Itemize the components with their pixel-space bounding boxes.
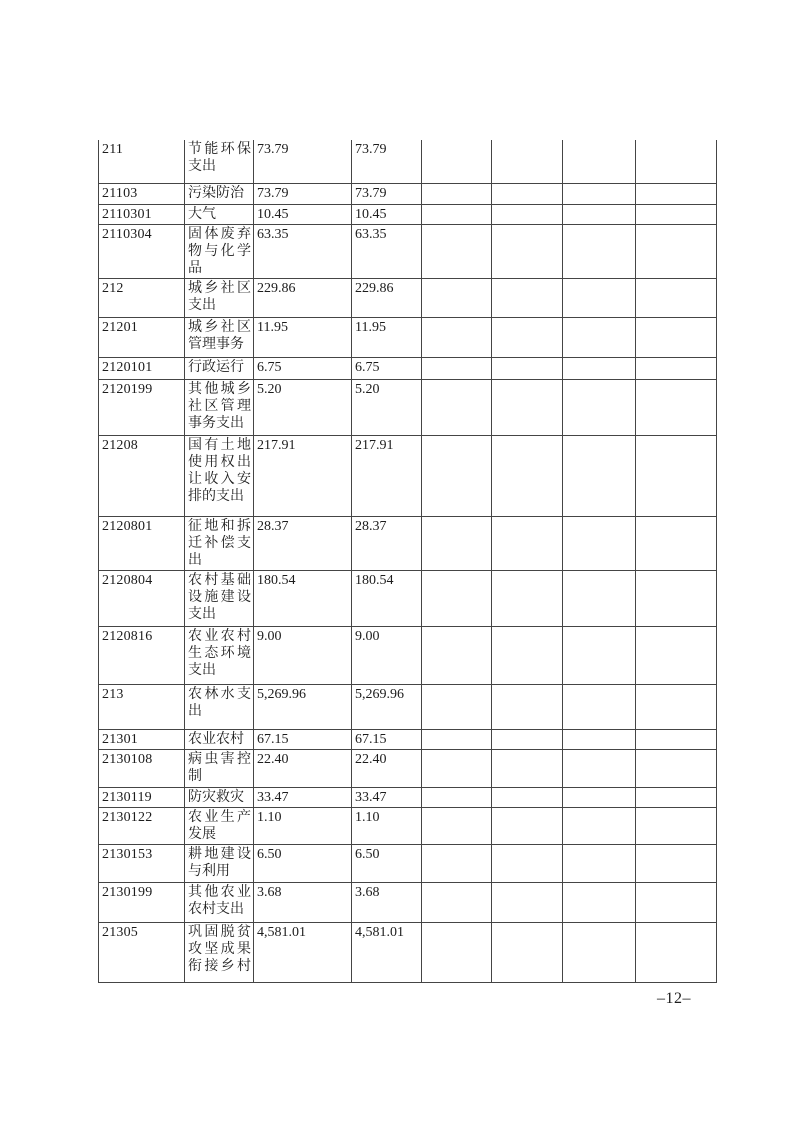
empty-cell — [492, 183, 563, 204]
amount1-cell: 1.10 — [254, 807, 352, 844]
amount1-cell: 5.20 — [254, 379, 352, 435]
empty-cell — [636, 357, 717, 379]
amount1-cell: 5,269.96 — [254, 684, 352, 729]
empty-cell — [422, 204, 492, 224]
empty-cell — [636, 435, 717, 516]
empty-cell — [563, 140, 636, 183]
empty-cell — [636, 749, 717, 787]
empty-cell — [492, 882, 563, 922]
empty-cell — [422, 749, 492, 787]
empty-cell — [563, 844, 636, 882]
budget-table-body — [99, 140, 717, 982]
empty-cell — [492, 317, 563, 357]
empty-cell — [422, 684, 492, 729]
name-cell: 国有土地使用权出让收入安排的支出 — [185, 435, 254, 516]
amount2-cell: 63.35 — [352, 224, 422, 278]
empty-cell — [636, 224, 717, 278]
name-cell: 其他城乡社区管理事务支出 — [185, 379, 254, 435]
name-cell: 农业农村生态环境支出 — [185, 626, 254, 684]
empty-cell — [636, 140, 717, 183]
empty-cell — [563, 729, 636, 749]
empty-cell — [422, 379, 492, 435]
amount2-cell: 3.68 — [352, 882, 422, 922]
table-row — [99, 626, 717, 684]
empty-cell — [563, 882, 636, 922]
page-number: –12– — [657, 990, 691, 1007]
empty-cell — [636, 278, 717, 317]
empty-cell — [422, 729, 492, 749]
empty-cell — [422, 626, 492, 684]
amount2-cell: 1.10 — [352, 807, 422, 844]
empty-cell — [422, 516, 492, 570]
name-cell: 污染防治 — [185, 183, 254, 204]
amount1-cell: 73.79 — [254, 183, 352, 204]
code-cell: 211 — [99, 140, 185, 183]
empty-cell — [563, 224, 636, 278]
amount1-cell: 6.75 — [254, 357, 352, 379]
name-cell: 大气 — [185, 204, 254, 224]
empty-cell — [492, 224, 563, 278]
empty-cell — [492, 844, 563, 882]
amount2-cell: 73.79 — [352, 140, 422, 183]
name-cell: 农村基础设施建设支出 — [185, 570, 254, 626]
name-cell: 节能环保支出 — [185, 140, 254, 183]
budget-table — [98, 140, 717, 983]
empty-cell — [492, 749, 563, 787]
amount2-cell: 67.15 — [352, 729, 422, 749]
name-cell: 病虫害控制 — [185, 749, 254, 787]
empty-cell — [422, 317, 492, 357]
code-cell: 2120199 — [99, 379, 185, 435]
table-row — [99, 379, 717, 435]
name-cell: 农林水支出 — [185, 684, 254, 729]
amount1-cell: 73.79 — [254, 140, 352, 183]
name-cell: 其他农业农村支出 — [185, 882, 254, 922]
empty-cell — [422, 224, 492, 278]
code-cell: 21208 — [99, 435, 185, 516]
code-cell: 2110301 — [99, 204, 185, 224]
empty-cell — [636, 317, 717, 357]
amount2-cell: 6.50 — [352, 844, 422, 882]
table-row — [99, 140, 717, 183]
code-cell: 2130199 — [99, 882, 185, 922]
empty-cell — [636, 922, 717, 982]
amount2-cell: 6.75 — [352, 357, 422, 379]
table-row — [99, 278, 717, 317]
amount2-cell: 229.86 — [352, 278, 422, 317]
code-cell: 21305 — [99, 922, 185, 982]
empty-cell — [563, 516, 636, 570]
empty-cell — [636, 516, 717, 570]
table-row — [99, 183, 717, 204]
empty-cell — [563, 357, 636, 379]
code-cell: 21103 — [99, 183, 185, 204]
name-cell: 行政运行 — [185, 357, 254, 379]
name-cell: 城乡社区管理事务 — [185, 317, 254, 357]
empty-cell — [422, 357, 492, 379]
empty-cell — [492, 807, 563, 844]
table-row — [99, 922, 717, 982]
amount1-cell: 6.50 — [254, 844, 352, 882]
empty-cell — [422, 882, 492, 922]
empty-cell — [492, 204, 563, 224]
amount1-cell: 63.35 — [254, 224, 352, 278]
code-cell: 21201 — [99, 317, 185, 357]
empty-cell — [422, 570, 492, 626]
amount1-cell: 229.86 — [254, 278, 352, 317]
empty-cell — [492, 684, 563, 729]
table-row — [99, 357, 717, 379]
name-cell: 征地和拆迁补偿支出 — [185, 516, 254, 570]
code-cell: 2120801 — [99, 516, 185, 570]
empty-cell — [636, 844, 717, 882]
table-row — [99, 224, 717, 278]
empty-cell — [422, 183, 492, 204]
amount2-cell: 5.20 — [352, 379, 422, 435]
name-cell: 城乡社区支出 — [185, 278, 254, 317]
name-cell: 农业生产发展 — [185, 807, 254, 844]
empty-cell — [563, 787, 636, 807]
empty-cell — [636, 183, 717, 204]
empty-cell — [422, 140, 492, 183]
code-cell: 2120816 — [99, 626, 185, 684]
empty-cell — [563, 570, 636, 626]
empty-cell — [422, 787, 492, 807]
amount2-cell: 33.47 — [352, 787, 422, 807]
code-cell: 212 — [99, 278, 185, 317]
empty-cell — [563, 317, 636, 357]
amount1-cell: 33.47 — [254, 787, 352, 807]
table-row — [99, 729, 717, 749]
code-cell: 213 — [99, 684, 185, 729]
empty-cell — [563, 435, 636, 516]
empty-cell — [422, 278, 492, 317]
empty-cell — [492, 729, 563, 749]
empty-cell — [492, 357, 563, 379]
code-cell: 2130122 — [99, 807, 185, 844]
code-cell: 2130108 — [99, 749, 185, 787]
empty-cell — [492, 516, 563, 570]
empty-cell — [563, 183, 636, 204]
empty-cell — [492, 140, 563, 183]
table-row — [99, 317, 717, 357]
name-cell: 防灾救灾 — [185, 787, 254, 807]
empty-cell — [422, 922, 492, 982]
empty-cell — [563, 749, 636, 787]
empty-cell — [492, 626, 563, 684]
empty-cell — [422, 807, 492, 844]
name-cell: 巩固脱贫攻坚成果衔接乡村 — [185, 922, 254, 982]
name-cell: 农业农村 — [185, 729, 254, 749]
code-cell: 2120804 — [99, 570, 185, 626]
table-row — [99, 807, 717, 844]
table-row — [99, 787, 717, 807]
table-row — [99, 882, 717, 922]
table-row — [99, 435, 717, 516]
empty-cell — [422, 435, 492, 516]
empty-cell — [636, 787, 717, 807]
empty-cell — [636, 807, 717, 844]
code-cell: 2110304 — [99, 224, 185, 278]
empty-cell — [636, 684, 717, 729]
amount1-cell: 9.00 — [254, 626, 352, 684]
amount2-cell: 5,269.96 — [352, 684, 422, 729]
empty-cell — [492, 278, 563, 317]
amount1-cell: 22.40 — [254, 749, 352, 787]
empty-cell — [636, 204, 717, 224]
table-row — [99, 844, 717, 882]
table-row — [99, 570, 717, 626]
empty-cell — [563, 922, 636, 982]
empty-cell — [563, 204, 636, 224]
amount1-cell: 28.37 — [254, 516, 352, 570]
amount1-cell: 4,581.01 — [254, 922, 352, 982]
table-row — [99, 684, 717, 729]
empty-cell — [636, 882, 717, 922]
empty-cell — [492, 787, 563, 807]
code-cell: 21301 — [99, 729, 185, 749]
empty-cell — [563, 379, 636, 435]
table-row — [99, 516, 717, 570]
amount2-cell: 9.00 — [352, 626, 422, 684]
empty-cell — [636, 570, 717, 626]
empty-cell — [563, 278, 636, 317]
amount2-cell: 73.79 — [352, 183, 422, 204]
amount2-cell: 22.40 — [352, 749, 422, 787]
empty-cell — [636, 626, 717, 684]
amount2-cell: 180.54 — [352, 570, 422, 626]
amount1-cell: 11.95 — [254, 317, 352, 357]
table-row — [99, 204, 717, 224]
code-cell: 2120101 — [99, 357, 185, 379]
empty-cell — [492, 435, 563, 516]
code-cell: 2130119 — [99, 787, 185, 807]
amount1-cell: 180.54 — [254, 570, 352, 626]
amount2-cell: 11.95 — [352, 317, 422, 357]
table-row — [99, 749, 717, 787]
amount2-cell: 4,581.01 — [352, 922, 422, 982]
amount1-cell: 217.91 — [254, 435, 352, 516]
amount1-cell: 67.15 — [254, 729, 352, 749]
name-cell: 固体废弃物与化学品 — [185, 224, 254, 278]
amount2-cell: 217.91 — [352, 435, 422, 516]
empty-cell — [563, 684, 636, 729]
amount2-cell: 28.37 — [352, 516, 422, 570]
empty-cell — [563, 807, 636, 844]
amount1-cell: 10.45 — [254, 204, 352, 224]
name-cell: 耕地建设与利用 — [185, 844, 254, 882]
empty-cell — [636, 379, 717, 435]
empty-cell — [492, 922, 563, 982]
amount2-cell: 10.45 — [352, 204, 422, 224]
empty-cell — [422, 844, 492, 882]
empty-cell — [492, 570, 563, 626]
code-cell: 2130153 — [99, 844, 185, 882]
empty-cell — [636, 729, 717, 749]
amount1-cell: 3.68 — [254, 882, 352, 922]
empty-cell — [563, 626, 636, 684]
empty-cell — [492, 379, 563, 435]
